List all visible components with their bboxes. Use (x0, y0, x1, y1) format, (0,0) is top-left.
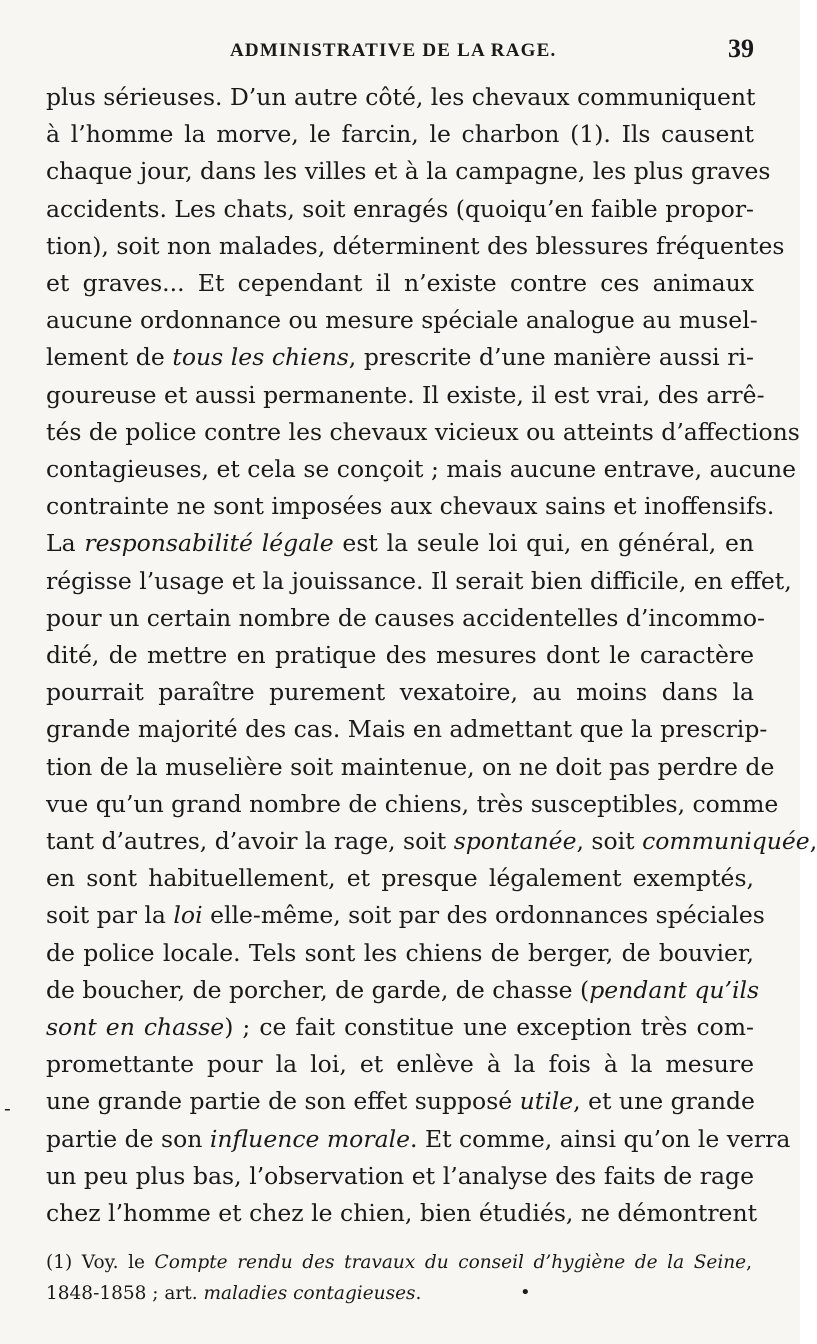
text-segment: une grande partie de son effet supposé (46, 1087, 520, 1115)
text-line (46, 338, 754, 376)
text-segment: tés de police contre les chevaux vicieux ou atteints d’affections (46, 418, 800, 446)
text-line (46, 152, 771, 190)
text-segment: chaque jour, dans les villes et à la campagne, les plus graves (46, 157, 771, 185)
text-segment: est la seule loi qui, en général, en (333, 529, 755, 557)
text-segment: promettante pour la loi, et enlève à la fois à la mesure (46, 1050, 754, 1078)
text-segment: un peu plus bas, l’observation et l’analyse des faits de rage (46, 1162, 754, 1190)
text-line (46, 1157, 754, 1195)
text-line (46, 1120, 791, 1158)
text-line (46, 636, 754, 674)
italic-text: pendant qu’ils (589, 976, 760, 1004)
text-line (46, 487, 775, 525)
text-segment: régisse l’usage et la jouissance. Il serait bien difficile, en effet, (46, 567, 792, 595)
text-segment: à l’homme la morve, le farcin, le charbon (1). Ils causent (46, 120, 754, 148)
text-segment: soit par la (46, 901, 174, 929)
italic-text: influence morale (209, 1125, 410, 1153)
text-line (46, 673, 754, 711)
text-line (46, 934, 754, 972)
text-line (46, 896, 765, 934)
text-segment: grande majorité des cas. Mais en admettant que la prescrip- (46, 715, 768, 743)
italic-text: communiquée (642, 827, 810, 855)
text-line (46, 115, 754, 153)
text-segment: (1) Voy. le (46, 1252, 155, 1273)
footnote-line (46, 1248, 752, 1278)
page-number: 39 (728, 34, 754, 63)
text-segment: , prescrite d’une manière aussi ri- (348, 343, 754, 371)
text-segment: aucune ordonnance ou mesure spéciale analogue au musel- (46, 306, 758, 334)
text-segment: contagieuses, et cela se conçoit ; mais aucune entrave, aucune (46, 455, 796, 483)
text-segment: pour un certain nombre de causes accidentelles d’incommo- (46, 604, 765, 632)
text-segment: partie de son (46, 1125, 210, 1153)
text-segment: en sont habituellement, et presque légalement exemptés, (46, 864, 754, 892)
italic-text: sont en chasse (46, 1013, 225, 1041)
text-line (46, 785, 779, 823)
text-line (46, 1082, 754, 1120)
text-line (46, 971, 760, 1009)
text-segment: chez l’homme et chez le chien, bien étudiés, ne démontrent (46, 1199, 758, 1227)
text-line (46, 1008, 754, 1046)
text-segment: , soit (576, 827, 643, 855)
text-segment: , et une grande (573, 1087, 755, 1115)
italic-text: responsabilité légale (84, 529, 334, 557)
text-segment: dité, de mettre en pratique des mesures dont le caractère (46, 641, 754, 669)
text-line (46, 859, 754, 897)
text-segment: tion), soit non malades, déterminent des blessures fréquentes (46, 232, 785, 260)
text-line (46, 524, 754, 562)
italic-text: utile (519, 1087, 574, 1115)
footnote-dot-mark: • (520, 1282, 531, 1303)
text-segment: tion de la muselière soit maintenue, on ne doit pas perdre de (46, 753, 775, 781)
text-segment: vue qu’un grand nombre de chiens, très susceptibles, comme (46, 790, 779, 818)
text-segment: . (415, 1283, 422, 1304)
text-segment: de boucher, de porcher, de garde, de chasse ( (46, 976, 590, 1004)
margin-mark: - (4, 1096, 11, 1120)
text-line (46, 450, 796, 488)
text-segment: contrainte ne sont imposées aux chevaux sains et inoffensifs. (46, 492, 775, 520)
text-segment: , (746, 1252, 752, 1273)
text-segment: goureuse et aussi permanente. Il existe, il est vrai, des arrê- (46, 381, 765, 409)
text-segment: tant d’autres, d’avoir la rage, soit (46, 827, 454, 855)
text-line (46, 599, 765, 637)
text-line (46, 264, 754, 302)
italic-text: tous les chiens (172, 343, 349, 371)
text-line (46, 822, 817, 860)
text-line (46, 227, 785, 265)
text-segment: La (46, 529, 85, 557)
text-line (46, 1194, 758, 1232)
text-segment: elle-même, soit par des ordonnances spéciales (202, 901, 765, 929)
text-line (46, 562, 792, 600)
text-line (46, 376, 765, 414)
italic-text: Compte rendu des travaux du conseil d’hygiène de la Seine (154, 1252, 747, 1273)
text-line (46, 413, 800, 451)
text-segment: ) ; ce fait constitue une exception très com- (224, 1013, 754, 1041)
text-line (46, 748, 775, 786)
running-title: ADMINISTRATIVE DE LA RAGE. (230, 40, 557, 61)
text-segment: lement de (46, 343, 173, 371)
text-line (46, 190, 754, 228)
text-segment: . Et comme, ainsi qu’on le verra (410, 1125, 791, 1153)
text-segment: pourrait paraître purement vexatoire, au moins dans la (46, 678, 754, 706)
text-line (46, 710, 768, 748)
text-line (46, 1045, 754, 1083)
text-line (46, 78, 754, 116)
italic-text: loi (173, 901, 203, 929)
italic-text: spontanée (453, 827, 577, 855)
italic-text: maladies contagieuses (203, 1283, 416, 1304)
footnote-line (46, 1279, 752, 1309)
text-segment: accidents. Les chats, soit enragés (quoiqu’en faible propor- (46, 195, 754, 223)
text-segment: de police locale. Tels sont les chiens de berger, de bouvier, (46, 939, 754, 967)
text-segment: 1848-1858 ; art. (46, 1283, 204, 1304)
text-segment: et graves... Et cependant il n’existe contre ces animaux (46, 269, 754, 297)
text-line (46, 301, 758, 339)
page-header (0, 34, 800, 70)
text-segment: , (809, 827, 817, 855)
text-segment: plus sérieuses. D’un autre côté, les chevaux communiquent (46, 83, 756, 111)
